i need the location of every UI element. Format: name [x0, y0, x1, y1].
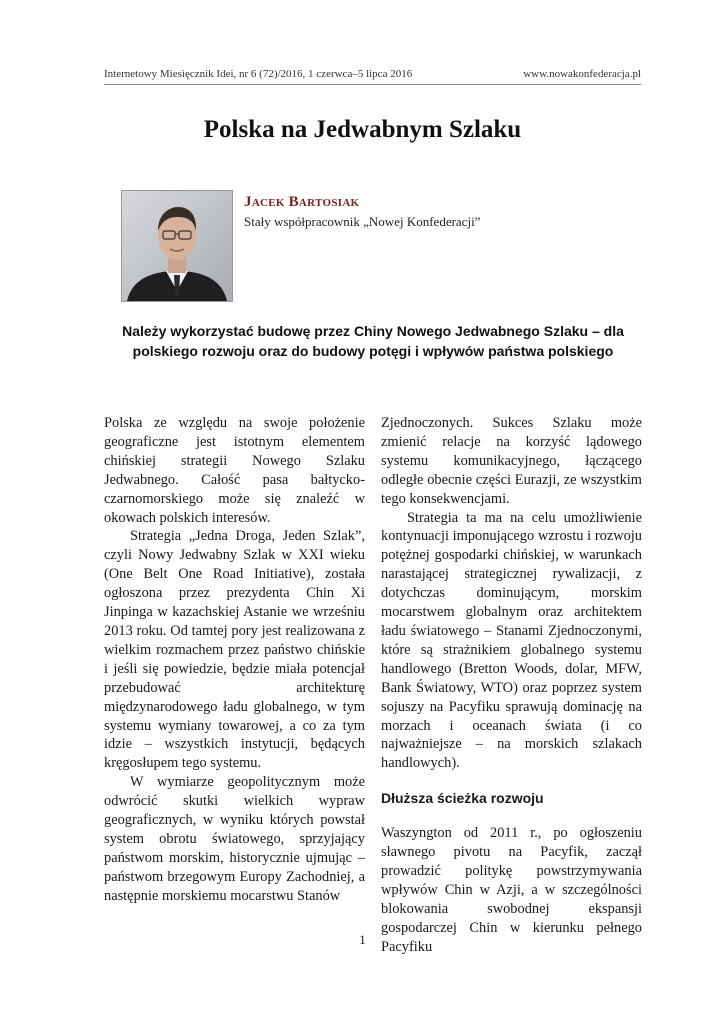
paragraph: W wymiarze geopolitycznym może odwrócić skutki wielkich wypraw geograficznych, w wyniku których powstał system obrotu światowego, sprzyjający państwom morskim, historycznie ujmując – państwom brzegowym Europy Zachodniej, a następnie morskiemu mocarstwu Stanów [104, 774, 365, 904]
paragraph: Strategia ta ma na celu umożliwienie kontynuacji imponującego wzrostu i rozwoju potężnej gospodarki chińskiej, w warunkach narastającej strategicznej rywalizacji, z dotychczas dominującym, morskim mocarstwem globalnym oraz architektem ładu światowego – Stanami Zjednoczonymi, które są strażnikiem globalnego systemu handlowego (Bretton Woods, dolar, MFW, Bank Światowy, WTO) oraz poprzez system sojuszy na Pacyfiku sprawują dominację na morzach i oceanach świata (i co najważniejsze – na morskich szlakach handlowych). [381, 509, 642, 772]
author-block [244, 194, 480, 230]
header-rule [104, 84, 641, 85]
author-role: Stały współpracownik „Nowej Konfederacji” [244, 214, 481, 229]
journal-issue-info: Internetowy Miesięcznik Idei, nr 6 (72)/2016, 1 czerwca–5 lipca 2016 [104, 68, 413, 80]
paragraph: Waszyngton od 2011 r., po ogłoszeniu sławnego pivotu na Pacyfik, zaczął prowadzić politykę powstrzymywania wpływów Chin w Azji, a w szczególności blokowania swobodnej ekspansji gospodarczej Chin w kierunku pełnego Pacyfiku [381, 825, 642, 955]
page-number: 1 [359, 932, 366, 947]
author-photo [121, 190, 233, 302]
website-url[interactable]: www.nowakonfederacja.pl [523, 68, 641, 80]
author-portrait-image [122, 191, 232, 301]
section-heading: Dłuższa ścieżka rozwoju [381, 790, 544, 807]
paragraph: Strategia „Jedna Droga, Jeden Szlak”, czyli Nowy Jedwabny Szlak w XXI wieku (One Belt One Road Initiative), została ogłoszona przez prezydenta Chin Xi Jinpinga w kazachskiej Astanie we wrześniu 2013 roku. Od tamtej pory jest realizowana z wielkim rozmachem przez państwo chińskie i jeśli się powiedzie, będzie miała potencjał przebudować architekturę międzynarodowego ładu globalnego, w tym systemu wymiany towarowej, a co za tym idzie – wszystkich instytucji, będących kręgosłupem tego systemu. [104, 528, 365, 772]
article-title: Polska na Jedwabnym Szlaku [203, 116, 522, 143]
paragraph-continuation: Zjednoczonych. Sukces Szlaku może zmienić relacje na korzyść lądowego systemu komunikacyjnego, łączącego odległe obecnie części Eurazji, ze wszystkim tego konsekwencjami. [381, 415, 642, 507]
text-column-left [104, 414, 365, 906]
text-column-right [381, 414, 642, 957]
paragraph: Polska ze względu na swoje położenie geograficzne jest istotnym elementem chińskiej strategii Nowego Szlaku Jedwabnego. Całość pasa bałtycko-czarnomorskiego może się znaleźć w okowach polskich interesów. [104, 415, 365, 526]
article-lead: Należy wykorzystać budowę przez Chiny Nowego Jedwabnego Szlaku – dla polskiego rozwoju oraz do budowy potęgi i wpływów państwa polskiego [122, 323, 624, 359]
author-name: JACEK BARTOSIAK [244, 194, 360, 210]
running-header [104, 65, 641, 83]
